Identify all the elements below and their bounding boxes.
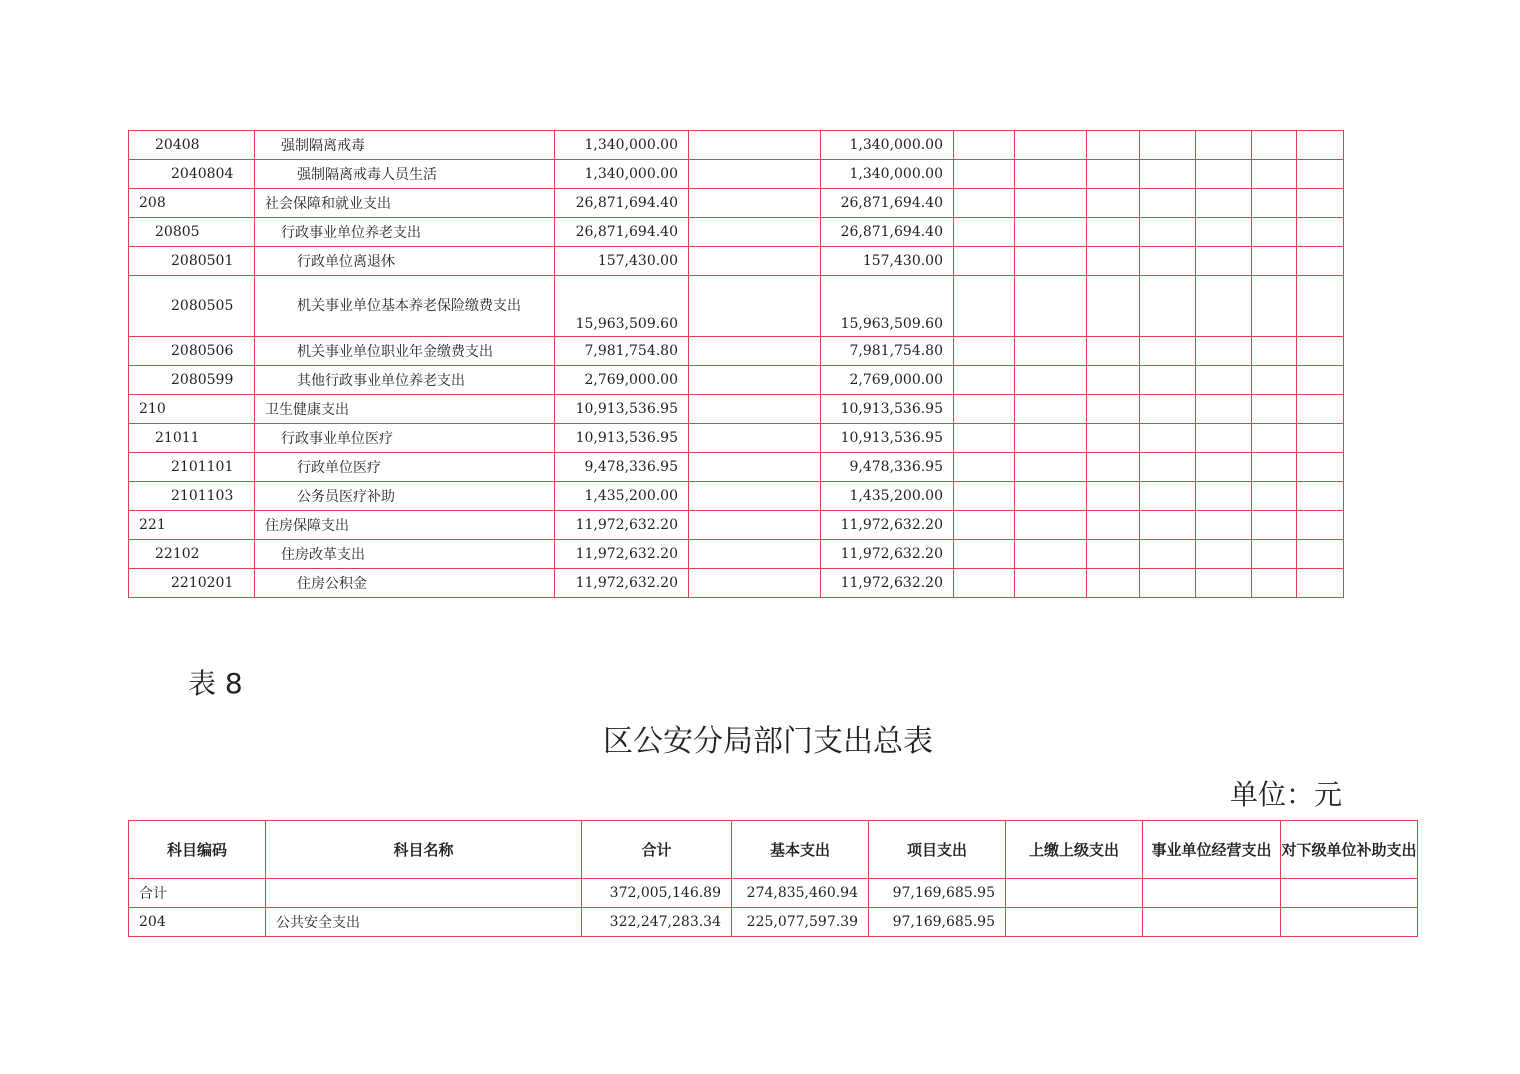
- row-code: 2101101: [129, 453, 255, 482]
- empty-cell: [1252, 366, 1297, 395]
- empty-cell: [954, 218, 1015, 247]
- row-project: 26,871,694.40: [821, 189, 954, 218]
- row-name: 行政单位离退休: [255, 247, 555, 276]
- empty-cell: [1087, 189, 1140, 218]
- row-project: 10,913,536.95: [821, 424, 954, 453]
- empty-cell: [1297, 569, 1344, 598]
- header-total: 合计: [582, 821, 732, 879]
- row-basic: [689, 540, 821, 569]
- empty-cell: [954, 131, 1015, 160]
- row-basic: 225,077,597.39: [732, 908, 869, 937]
- table-row: [129, 879, 1418, 908]
- table-row: [129, 908, 1418, 937]
- header-upper: 上缴上级支出: [1006, 821, 1143, 879]
- header-business: 事业单位经营支出: [1143, 821, 1281, 879]
- empty-cell: [1196, 540, 1252, 569]
- row-project: 26,871,694.40: [821, 218, 954, 247]
- empty-cell: [1140, 131, 1196, 160]
- table-row: [129, 160, 1344, 189]
- empty-cell: [1087, 276, 1140, 337]
- row-code: 2080501: [129, 247, 255, 276]
- empty-cell: [1087, 247, 1140, 276]
- empty-cell: [1015, 276, 1087, 337]
- empty-cell: [1015, 247, 1087, 276]
- empty-cell: [954, 482, 1015, 511]
- row-total: 157,430.00: [555, 247, 689, 276]
- row-basic: [689, 160, 821, 189]
- empty-cell: [1252, 511, 1297, 540]
- empty-cell: [1087, 337, 1140, 366]
- row-total: 11,972,632.20: [555, 569, 689, 598]
- row-basic: [689, 453, 821, 482]
- row-name: 机关事业单位职业年金缴费支出: [255, 337, 555, 366]
- empty-cell: [1087, 453, 1140, 482]
- row-name: 行政事业单位医疗: [255, 424, 555, 453]
- row-code: 2210201: [129, 569, 255, 598]
- empty-cell: [1015, 337, 1087, 366]
- row-name: 住房公积金: [255, 569, 555, 598]
- empty-cell: [1087, 366, 1140, 395]
- row-upper: [1006, 908, 1143, 937]
- row-project: 97,169,685.95: [869, 908, 1006, 937]
- row-basic: [689, 424, 821, 453]
- empty-cell: [1252, 482, 1297, 511]
- row-project: 1,435,200.00: [821, 482, 954, 511]
- empty-cell: [1140, 247, 1196, 276]
- row-total: 11,972,632.20: [555, 540, 689, 569]
- row-basic: [689, 189, 821, 218]
- header-subsidy: 对下级单位补助支出: [1281, 821, 1418, 879]
- empty-cell: [1140, 453, 1196, 482]
- row-upper: [1006, 879, 1143, 908]
- row-name: 卫生健康支出: [255, 395, 555, 424]
- row-project: 15,963,509.60: [821, 276, 954, 337]
- row-total: 15,963,509.60: [555, 276, 689, 337]
- row-name: [266, 879, 582, 908]
- header-row: [129, 821, 1418, 879]
- empty-cell: [954, 453, 1015, 482]
- empty-cell: [1087, 131, 1140, 160]
- empty-cell: [1252, 424, 1297, 453]
- row-code: 221: [129, 511, 255, 540]
- table-row: [129, 131, 1344, 160]
- empty-cell: [1252, 453, 1297, 482]
- row-total: 26,871,694.40: [555, 218, 689, 247]
- table-row: [129, 247, 1344, 276]
- empty-cell: [954, 247, 1015, 276]
- row-total: 2,769,000.00: [555, 366, 689, 395]
- empty-cell: [1140, 276, 1196, 337]
- row-code: 20408: [129, 131, 255, 160]
- row-name: 强制隔离戒毒人员生活: [255, 160, 555, 189]
- row-name: 社会保障和就业支出: [255, 189, 555, 218]
- empty-cell: [1140, 395, 1196, 424]
- department-expenditure-summary-table: [128, 820, 1418, 937]
- row-total: 322,247,283.34: [582, 908, 732, 937]
- empty-cell: [1252, 276, 1297, 337]
- empty-cell: [1015, 424, 1087, 453]
- row-basic: [689, 482, 821, 511]
- empty-cell: [1297, 424, 1344, 453]
- table-row: [129, 366, 1344, 395]
- row-basic: [689, 337, 821, 366]
- empty-cell: [1196, 482, 1252, 511]
- row-code: 208: [129, 189, 255, 218]
- page-title: 区公安分局部门支出总表: [603, 724, 933, 759]
- empty-cell: [1252, 540, 1297, 569]
- header-name: 科目名称: [266, 821, 582, 879]
- empty-cell: [1196, 453, 1252, 482]
- row-code: 2040804: [129, 160, 255, 189]
- empty-cell: [1015, 131, 1087, 160]
- empty-cell: [1297, 247, 1344, 276]
- empty-cell: [1297, 395, 1344, 424]
- empty-cell: [1015, 395, 1087, 424]
- row-basic: [689, 395, 821, 424]
- empty-cell: [1297, 131, 1344, 160]
- empty-cell: [1297, 189, 1344, 218]
- row-code: 210: [129, 395, 255, 424]
- row-project: 1,340,000.00: [821, 131, 954, 160]
- empty-cell: [954, 366, 1015, 395]
- row-basic: [689, 247, 821, 276]
- table-row: [129, 482, 1344, 511]
- empty-cell: [1196, 424, 1252, 453]
- empty-cell: [1140, 569, 1196, 598]
- row-name: 住房保障支出: [255, 511, 555, 540]
- header-code: 科目编码: [129, 821, 266, 879]
- row-basic: 274,835,460.94: [732, 879, 869, 908]
- empty-cell: [1297, 337, 1344, 366]
- empty-cell: [1297, 160, 1344, 189]
- empty-cell: [1140, 189, 1196, 218]
- row-project: 11,972,632.20: [821, 540, 954, 569]
- empty-cell: [1196, 366, 1252, 395]
- empty-cell: [1087, 160, 1140, 189]
- row-business: [1143, 908, 1281, 937]
- row-basic: [689, 276, 821, 337]
- row-name: 强制隔离戒毒: [255, 131, 555, 160]
- empty-cell: [1297, 218, 1344, 247]
- row-total: 1,340,000.00: [555, 160, 689, 189]
- empty-cell: [954, 540, 1015, 569]
- continued-table-body: [129, 131, 1344, 598]
- empty-cell: [954, 424, 1015, 453]
- row-project: 9,478,336.95: [821, 453, 954, 482]
- empty-cell: [1087, 395, 1140, 424]
- empty-cell: [1015, 482, 1087, 511]
- row-name: 公共安全支出: [266, 908, 582, 937]
- row-name: 其他行政事业单位养老支出: [255, 366, 555, 395]
- empty-cell: [1252, 247, 1297, 276]
- table-row: [129, 337, 1344, 366]
- empty-cell: [1297, 276, 1344, 337]
- empty-cell: [954, 276, 1015, 337]
- empty-cell: [1140, 160, 1196, 189]
- empty-cell: [1015, 569, 1087, 598]
- row-basic: [689, 569, 821, 598]
- header-project: 项目支出: [869, 821, 1006, 879]
- row-name: 行政事业单位养老支出: [255, 218, 555, 247]
- empty-cell: [1015, 189, 1087, 218]
- row-project: 2,769,000.00: [821, 366, 954, 395]
- table-row: [129, 218, 1344, 247]
- row-basic: [689, 511, 821, 540]
- row-name: 住房改革支出: [255, 540, 555, 569]
- table-row: [129, 424, 1344, 453]
- empty-cell: [1015, 453, 1087, 482]
- empty-cell: [1252, 160, 1297, 189]
- row-project: 11,972,632.20: [821, 569, 954, 598]
- empty-cell: [1140, 337, 1196, 366]
- table-row: [129, 569, 1344, 598]
- empty-cell: [1196, 569, 1252, 598]
- table-number-label: 表 8: [188, 667, 243, 700]
- empty-cell: [1196, 511, 1252, 540]
- empty-cell: [1252, 337, 1297, 366]
- empty-cell: [1087, 482, 1140, 511]
- row-total: 1,340,000.00: [555, 131, 689, 160]
- empty-cell: [1297, 453, 1344, 482]
- table-row: [129, 453, 1344, 482]
- empty-cell: [1297, 511, 1344, 540]
- table-row: [129, 189, 1344, 218]
- row-subsidy: [1281, 908, 1418, 937]
- empty-cell: [1196, 189, 1252, 218]
- row-total: 11,972,632.20: [555, 511, 689, 540]
- row-subsidy: [1281, 879, 1418, 908]
- row-total: 7,981,754.80: [555, 337, 689, 366]
- row-project: 10,913,536.95: [821, 395, 954, 424]
- empty-cell: [1196, 276, 1252, 337]
- empty-cell: [954, 189, 1015, 218]
- empty-cell: [1140, 366, 1196, 395]
- empty-cell: [954, 511, 1015, 540]
- empty-cell: [1196, 131, 1252, 160]
- empty-cell: [1140, 424, 1196, 453]
- row-basic: [689, 218, 821, 247]
- empty-cell: [1196, 218, 1252, 247]
- empty-cell: [1087, 218, 1140, 247]
- row-code: 21011: [129, 424, 255, 453]
- empty-cell: [1252, 189, 1297, 218]
- table-row: [129, 540, 1344, 569]
- row-total: 10,913,536.95: [555, 424, 689, 453]
- empty-cell: [1140, 482, 1196, 511]
- empty-cell: [1297, 482, 1344, 511]
- row-code: 204: [129, 908, 266, 937]
- header-basic: 基本支出: [732, 821, 869, 879]
- row-project: 97,169,685.95: [869, 879, 1006, 908]
- empty-cell: [1015, 511, 1087, 540]
- empty-cell: [1252, 395, 1297, 424]
- table-row: [129, 511, 1344, 540]
- empty-cell: [1015, 366, 1087, 395]
- empty-cell: [954, 337, 1015, 366]
- empty-cell: [1087, 569, 1140, 598]
- empty-cell: [1196, 247, 1252, 276]
- row-code: 2080505: [129, 276, 255, 337]
- row-basic: [689, 366, 821, 395]
- row-name: 公务员医疗补助: [255, 482, 555, 511]
- empty-cell: [1297, 540, 1344, 569]
- empty-cell: [1196, 160, 1252, 189]
- row-project: 157,430.00: [821, 247, 954, 276]
- row-project: 11,972,632.20: [821, 511, 954, 540]
- empty-cell: [1140, 511, 1196, 540]
- empty-cell: [1015, 540, 1087, 569]
- empty-cell: [1015, 218, 1087, 247]
- row-code: 2101103: [129, 482, 255, 511]
- row-code: 2080599: [129, 366, 255, 395]
- empty-cell: [1252, 218, 1297, 247]
- row-total: 9,478,336.95: [555, 453, 689, 482]
- row-code: 合计: [129, 879, 266, 908]
- empty-cell: [954, 160, 1015, 189]
- row-total: 26,871,694.40: [555, 189, 689, 218]
- unit-label: 单位：元: [1230, 778, 1343, 811]
- empty-cell: [1087, 540, 1140, 569]
- empty-cell: [1140, 218, 1196, 247]
- row-name: 机关事业单位基本养老保险缴费支出: [255, 276, 555, 337]
- table-row: [129, 395, 1344, 424]
- table-row: [129, 276, 1344, 337]
- empty-cell: [1087, 424, 1140, 453]
- row-total: 372,005,146.89: [582, 879, 732, 908]
- empty-cell: [1140, 540, 1196, 569]
- row-code: 22102: [129, 540, 255, 569]
- empty-cell: [954, 395, 1015, 424]
- row-total: 10,913,536.95: [555, 395, 689, 424]
- empty-cell: [1196, 395, 1252, 424]
- continued-expenditure-table: [128, 130, 1344, 598]
- row-name: 行政单位医疗: [255, 453, 555, 482]
- row-total: 1,435,200.00: [555, 482, 689, 511]
- row-business: [1143, 879, 1281, 908]
- empty-cell: [1087, 511, 1140, 540]
- empty-cell: [1297, 366, 1344, 395]
- row-project: 1,340,000.00: [821, 160, 954, 189]
- empty-cell: [1252, 569, 1297, 598]
- row-project: 7,981,754.80: [821, 337, 954, 366]
- empty-cell: [1015, 160, 1087, 189]
- empty-cell: [1252, 131, 1297, 160]
- row-code: 2080506: [129, 337, 255, 366]
- row-basic: [689, 131, 821, 160]
- empty-cell: [954, 569, 1015, 598]
- empty-cell: [1196, 337, 1252, 366]
- row-code: 20805: [129, 218, 255, 247]
